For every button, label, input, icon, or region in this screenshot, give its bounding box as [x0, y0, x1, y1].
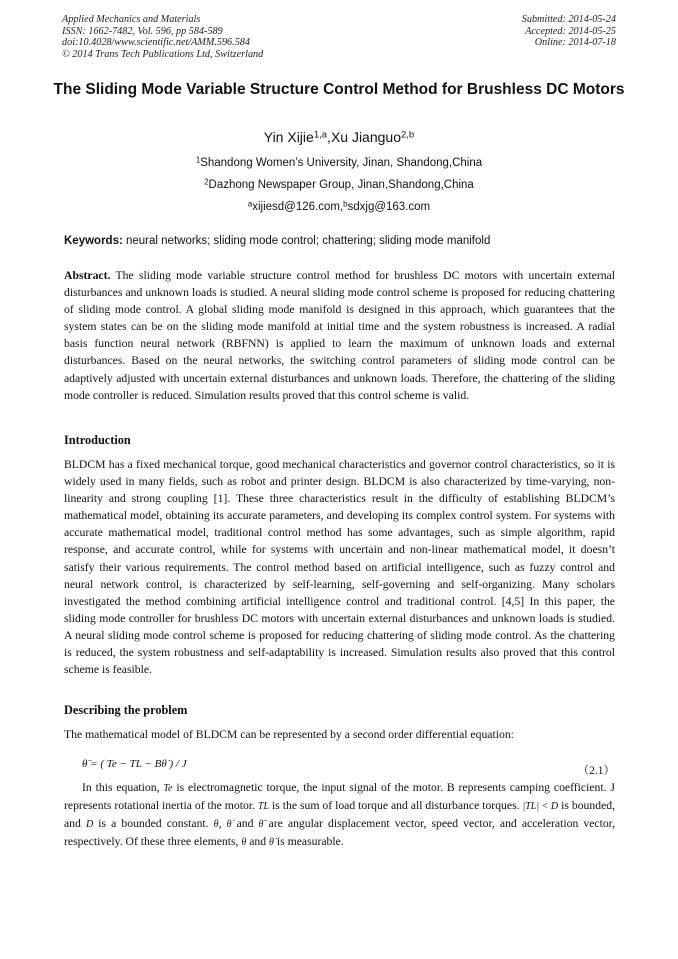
author-1: Yin Xijie [263, 129, 314, 145]
author-separator: , [327, 129, 331, 145]
affiliation-2-marker: 2 [204, 177, 209, 187]
symbol-theta: θ [213, 819, 219, 831]
email-b: sdxjg@163.com [347, 201, 431, 213]
email-b-marker: b [343, 199, 348, 209]
author-2-marker: 2,b [401, 129, 415, 141]
author-line [0, 129, 678, 145]
copyright-line: © 2014 Trans Tech Publications Ltd, Switzerland [62, 48, 264, 60]
accepted-date: Accepted: 2014-05-25 [525, 25, 616, 37]
doi-line: doi:10.4028/www.scientific.net/AMM.596.584 [62, 37, 250, 48]
submitted-date: Submitted: 2014-05-24 [521, 14, 616, 25]
problem-intro: The mathematical model of BLDCM can be represented by a second order differential equation: [64, 728, 514, 741]
symbol-theta-dot: θ̇ [226, 819, 232, 831]
problem-text-5: is a bounded constant. [93, 817, 214, 831]
problem-text-4: is bounded, and [64, 799, 616, 831]
abstract-text: The sliding mode variable structure control method for brushless DC motors with uncertain external disturbances and unknown loads is studied. A neural sliding mode control scheme is proposed for reducing chattering of sliding mode control. A global sliding mode manifold is designed in this approach, which guarantees that the system states can be on the sliding mode manifold at initial time and the system robustness is increased. A radial basis function neural network (RBFNN) is applied to learn the maximum of unknown loads and external disturbances. Based on the neural networks, the switching control parameters of sliding mode control can be adaptively adjusted with uncertain external disturbances and unknown loads. Therefore, the chattering of the sliding mode controller is reduced. Simulation results proved that this control scheme is valid. [64, 269, 615, 402]
symbol-theta-dot-2: θ̇ [269, 837, 274, 849]
email-a: xijiesd@126.com, [252, 201, 344, 213]
problem-text-7: and [231, 817, 259, 831]
paper-title: The Sliding Mode Variable Structure Control Method for Brushless DC Motors [53, 81, 625, 98]
keywords-text: neural networks; sliding mode control; chattering; sliding mode manifold [122, 235, 491, 247]
email-line [0, 201, 678, 213]
keywords [64, 235, 624, 247]
journal-info [62, 14, 263, 60]
problem-text-8: are angular displacement vector, speed vector, and acceleration vector, respectively. Of these three elements, [64, 817, 616, 849]
affiliation-1-marker: 1 [195, 155, 201, 165]
author-2: Xu Jianguo [330, 129, 401, 145]
symbol-te: Te [163, 783, 173, 794]
keywords-label: Keywords: [64, 235, 123, 247]
journal-name: Applied Mechanics and Materials [62, 14, 201, 25]
problem-text-6: , [218, 817, 227, 831]
affiliation-2-text: Dazhong Newspaper Group, Jinan,Shandong,China [208, 179, 474, 191]
problem-text-9: and [246, 835, 270, 849]
problem-text-1: In this equation, [82, 781, 164, 794]
online-date: Online: 2014-07-18 [534, 37, 616, 48]
problem-text-2: is electromagnetic torque, the input signal of the motor. B represents camping coefficient. J represents rotational inertia of the motor. [64, 781, 615, 813]
issn-line: ISSN: 1662-7482, Vol. 596, pp 584-589 [62, 25, 223, 37]
problem-paragraph [64, 779, 615, 851]
affiliation-2 [0, 179, 678, 191]
symbol-tl: TL [257, 801, 270, 813]
problem-text-3: is the sum of load torque and all disturbance torques. [269, 799, 523, 813]
affiliation-1-text: Shandong Women’s University, Jinan, Shandong,China [200, 157, 483, 169]
author-1-marker: 1,a [313, 129, 328, 141]
affiliation-1 [0, 157, 678, 169]
abstract [64, 267, 615, 404]
email-a-marker: a [247, 199, 253, 209]
symbol-bound: |TL| < D [522, 801, 559, 813]
symbol-theta-2: θ [241, 837, 247, 849]
introduction-heading: Introduction [64, 433, 131, 447]
equation-2-1: θ̈ = ( Te − TL − Bθ̇ ) / J [82, 758, 187, 770]
problem-text-10: is measurable. [273, 835, 344, 849]
introduction-text: BLDCM has a fixed mechanical torque, good mechanical characteristics and governor control characteristics, so it is widely used in many fields, such as robot and printer design. BLDCM is also characterized by time-varying, non-linearity and strong coupling [1]. These three characteristics result in the difficulty of establishing BLDCM’s mathematical model, obtaining its accurate parameters, and developing its complex control system. For systems with accurate mathematical model, traditional control method has some advantages, such as simple algorithm, rapid response, and accurate control, while for systems with uncertain and non-linear mathematical model, it doesn’t satisfy their various requirements. The control method based on artificial intelligence, such as fuzzy control and neural network control, is characterized by self-learning, self-governing and self-organizing. Many scholars investigated the method combining artificial intelligence control and traditional control. [4,5] In this paper, the sliding mode controller for brushless DC motors with uncertain external disturbances and unknown loads is studied. A neural sliding mode control scheme is proposed for reducing chattering of sliding mode control. As the chattering is reduced, the system robustness and self-adaptability is increased. Simulation results also proved that this control scheme is feasible. [64, 458, 615, 677]
symbol-theta-ddot: θ̈ [258, 819, 264, 831]
symbol-d: D [85, 819, 94, 831]
dates-info [522, 14, 616, 49]
abstract-label: Abstract. [64, 269, 111, 282]
equation-number: （2.1） [577, 765, 615, 777]
problem-heading: Describing the problem [64, 703, 188, 717]
